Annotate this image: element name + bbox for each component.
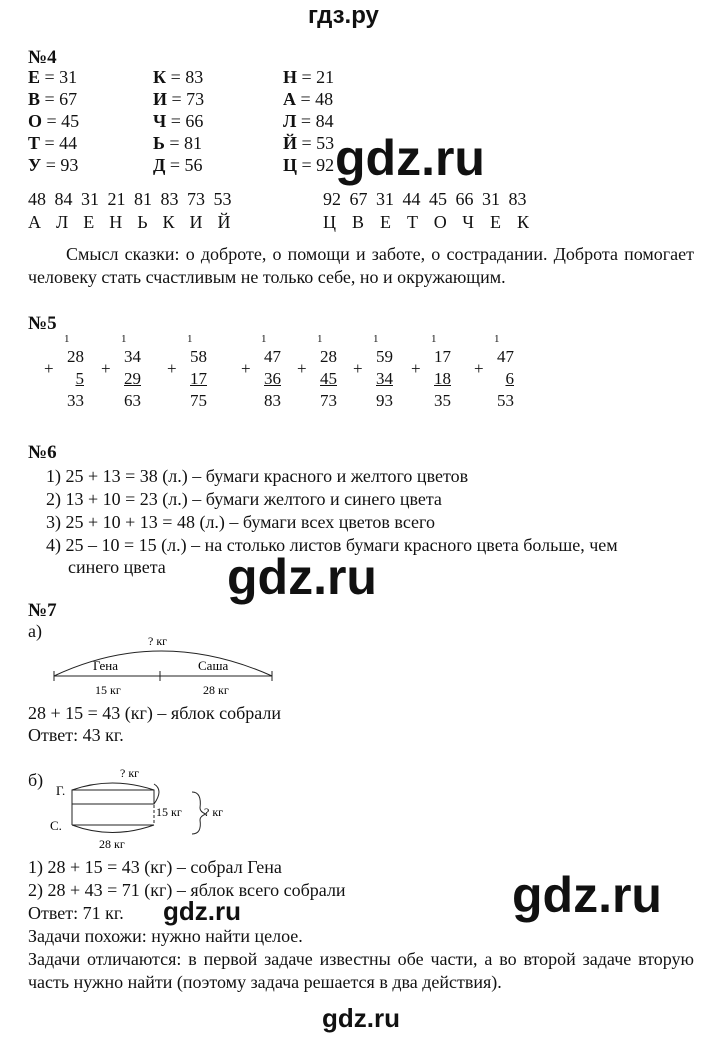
word-row-1: АЛЕНЬКИЙ xyxy=(28,212,246,232)
addend-1: 58 xyxy=(190,347,207,366)
code-letter: Д xyxy=(153,155,166,175)
code-letter: А xyxy=(283,89,296,109)
column-addition xyxy=(101,333,141,413)
column-addition xyxy=(353,333,393,413)
letter-code xyxy=(153,133,202,154)
column-addition xyxy=(411,333,451,413)
letter-code xyxy=(283,89,333,110)
addend-2: 18 xyxy=(434,369,451,388)
plus-sign: + xyxy=(297,359,307,378)
code-letter: Т xyxy=(28,133,41,153)
similarity-line: Задачи похожи: нужно найти целое. xyxy=(28,926,303,946)
code-letter: Л xyxy=(283,111,297,131)
addend-2: 36 xyxy=(264,369,281,388)
letter-code xyxy=(28,155,78,176)
task-6-line: 1) 25 + 13 = 38 (л.) – бумаги красного и желтого цветов xyxy=(46,466,469,486)
code-value: = 92 xyxy=(297,155,335,175)
letter-code xyxy=(28,67,77,88)
plus-sign: + xyxy=(353,359,363,378)
addend-2: 5 xyxy=(75,369,84,388)
watermark: gdz.ru xyxy=(227,549,377,605)
watermark: gdz.ru xyxy=(322,1003,400,1033)
gena-label: Гена xyxy=(93,658,119,673)
addend-1: 47 xyxy=(264,347,281,366)
code-value: = 45 xyxy=(42,111,80,131)
addend-2: 45 xyxy=(320,369,337,388)
carry-digit: 1 xyxy=(187,333,193,345)
part-b-answer: Ответ: 71 кг. xyxy=(28,903,124,923)
carry-digit: 1 xyxy=(261,333,267,345)
difference-text: Задачи отличаются: в первой задаче известны обе части, а во второй задаче вторую часть нужно найти (поэтому задача решается в два действия). xyxy=(28,949,694,992)
part-a-answer: Ответ: 43 кг. xyxy=(28,725,124,745)
code-letter: В xyxy=(28,89,41,109)
sum: 73 xyxy=(320,391,337,410)
top-total-label: ? кг xyxy=(120,766,140,780)
addend-1: 28 xyxy=(67,347,84,366)
addend-1: 28 xyxy=(320,347,337,366)
code-letter: Е xyxy=(28,67,41,87)
code-value: = 93 xyxy=(41,155,79,175)
addend-2: 29 xyxy=(124,369,141,388)
addend-2: 17 xyxy=(190,369,207,388)
word-row-2: ЦВЕТОЧЕК xyxy=(323,212,546,232)
code-letter: Н xyxy=(283,67,298,87)
letter-code xyxy=(283,133,334,154)
sum: 63 xyxy=(124,391,141,410)
carry-digit: 1 xyxy=(64,333,70,345)
code-letter: Ь xyxy=(153,133,165,153)
part-a-diagram xyxy=(40,630,290,700)
letter-code xyxy=(283,155,334,176)
letter-code xyxy=(283,111,334,132)
total-label: ? кг xyxy=(204,805,224,819)
code-letter: О xyxy=(28,111,43,131)
sasha-value: 28 кг xyxy=(99,837,125,851)
addend-2: 34 xyxy=(376,369,393,388)
carry-digit: 1 xyxy=(373,333,379,345)
plus-sign: + xyxy=(474,359,484,378)
addend-1: 17 xyxy=(434,347,451,366)
code-letter: Ч xyxy=(153,111,167,131)
sum: 93 xyxy=(376,391,393,410)
letter-code xyxy=(28,89,77,110)
sasha-arc xyxy=(72,825,154,833)
task-4-title: №4 xyxy=(28,47,57,68)
code-value: = 83 xyxy=(166,67,204,87)
sum: 33 xyxy=(67,391,84,410)
code-value: = 31 xyxy=(40,67,78,87)
part-b-diagram xyxy=(44,762,244,854)
part-b-line: 1) 28 + 15 = 43 (кг) – собрал Гена xyxy=(28,857,282,877)
task-7-title: №7 xyxy=(28,600,57,621)
task-6-line: 4) 25 – 10 = 15 (л.) – на столько листов бумаги красного цвета больше, чем xyxy=(46,535,618,555)
sum: 83 xyxy=(264,391,281,410)
code-letter: К xyxy=(153,67,167,87)
carry-digit: 1 xyxy=(317,333,323,345)
sasha-row-label: С. xyxy=(50,818,62,833)
gena-value: 15 кг xyxy=(95,683,121,697)
code-value: = 21 xyxy=(297,67,335,87)
task-5-title: №5 xyxy=(28,313,57,334)
plus-sign: + xyxy=(167,359,177,378)
letter-code xyxy=(28,111,79,132)
watermark: gdz.ru xyxy=(163,896,241,926)
plus-sign: + xyxy=(411,359,421,378)
addend-1: 34 xyxy=(124,347,141,366)
code-value: = 81 xyxy=(164,133,203,153)
gena-bar xyxy=(72,790,154,804)
code-value: = 44 xyxy=(40,133,78,153)
letter-code xyxy=(153,67,203,88)
plus-sign: + xyxy=(44,359,54,378)
letter-code xyxy=(28,133,77,154)
sum: 75 xyxy=(190,391,207,410)
task-6-line: 3) 25 + 10 + 13 = 48 (л.) – бумаги всех цветов всего xyxy=(46,512,435,532)
part-a-solution: 28 + 15 = 43 (кг) – яблок собрали xyxy=(28,703,282,723)
code-letter: Ц xyxy=(283,155,298,175)
column-addition xyxy=(241,333,281,413)
sum: 53 xyxy=(497,391,514,410)
task-6-line: синего цвета xyxy=(68,557,166,577)
column-addition xyxy=(167,333,207,413)
carry-digit: 1 xyxy=(431,333,437,345)
code-value: = 48 xyxy=(296,89,334,109)
column-addition xyxy=(44,333,84,413)
code-value: = 66 xyxy=(166,111,204,131)
task-6-title: №6 xyxy=(28,442,57,463)
site-header: гдз.ру xyxy=(308,2,379,29)
part-b-line: 2) 28 + 43 = 71 (кг) – яблок всего собрали xyxy=(28,880,346,900)
addend-1: 47 xyxy=(497,347,514,366)
column-addition xyxy=(474,333,514,413)
task-6-line: 2) 13 + 10 = 23 (л.) – бумаги желтого и синего цвета xyxy=(46,489,442,509)
sasha-value: 28 кг xyxy=(203,683,229,697)
code-value: = 67 xyxy=(40,89,78,109)
addend-2: 6 xyxy=(505,369,514,388)
addend-1: 59 xyxy=(376,347,393,366)
numbers-row-1: 48 84 31 21 81 83 73 53 xyxy=(28,189,232,209)
code-value: = 84 xyxy=(296,111,334,131)
total-label: ? кг xyxy=(148,634,168,648)
difference-label: 15 кг xyxy=(156,805,182,819)
column-addition xyxy=(297,333,337,413)
total-arc xyxy=(54,651,272,676)
gena-row-label: Г. xyxy=(56,783,66,798)
code-letter: У xyxy=(28,155,42,175)
part-b-label: б) xyxy=(28,770,44,790)
code-letter: И xyxy=(153,89,168,109)
numbers-row-2: 92 67 31 44 45 66 31 83 xyxy=(323,189,527,209)
tale-meaning: Смысл сказки: о доброте, о помощи и заботе, о сострадании. Доброта помогает человеку стать счастливым не только себе, но и окружающим. xyxy=(28,244,694,287)
diff-brace xyxy=(154,784,159,804)
code-value: = 53 xyxy=(297,133,335,153)
sasha-label: Саша xyxy=(198,658,229,673)
letter-code xyxy=(153,111,203,132)
watermark: gdz.ru xyxy=(335,130,485,186)
part-a-label: а) xyxy=(28,621,42,641)
code-value: = 73 xyxy=(167,89,205,109)
watermark: gdz.ru xyxy=(512,867,662,923)
carry-digit: 1 xyxy=(121,333,127,345)
carry-digit: 1 xyxy=(494,333,500,345)
code-value: = 56 xyxy=(165,155,203,175)
code-letter: Й xyxy=(283,133,298,153)
sum: 35 xyxy=(434,391,451,410)
letter-code xyxy=(153,89,204,110)
plus-sign: + xyxy=(241,359,251,378)
letter-code xyxy=(283,67,334,88)
letter-code xyxy=(153,155,203,176)
gena-arc xyxy=(72,783,154,790)
plus-sign: + xyxy=(101,359,111,378)
